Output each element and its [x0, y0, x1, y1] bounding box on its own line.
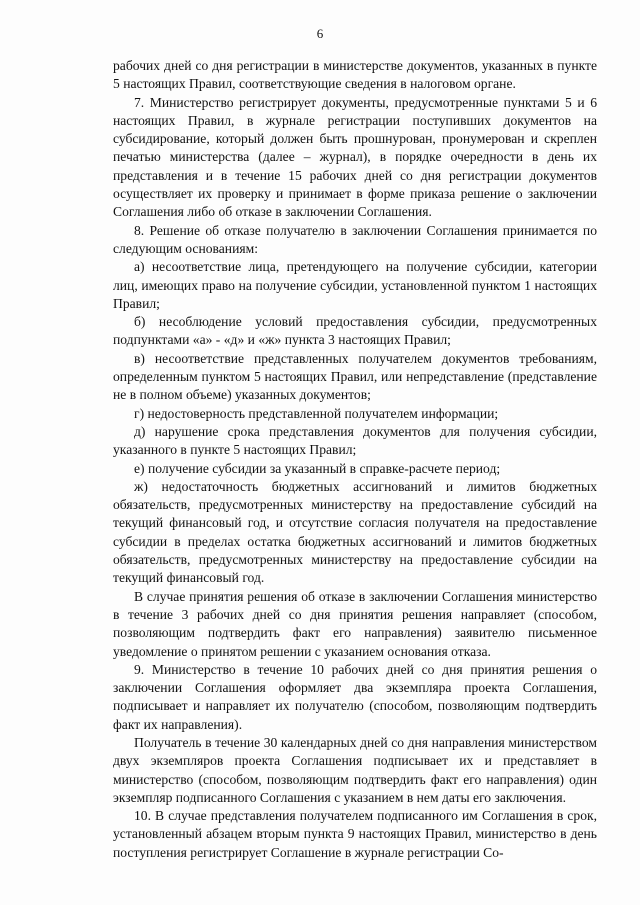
paragraph-continuation: рабочих дней со дня регистрации в министерстве документов, указанных в пункте 5 настоящих Правил, соответствующие сведения в налоговом органе. — [113, 58, 597, 92]
subitem-8-a: а) несоответствие лица, претендующего на получение субсидии, категории лиц, имеющих право на получение субсидии, установленной пунктом 1 настоящих Правил; — [113, 259, 597, 311]
subitem-8-b: б) несоблюдение условий предоставления субсидии, предусмотренных подпунктами «а» - «д» и «ж» пункта 3 настоящих Правил; — [113, 314, 597, 348]
subitem-8-d: д) нарушение срока представления документов для получения субсидии, указанного в пункте 5 настоящих Правил; — [113, 423, 597, 458]
document-body — [113, 57, 597, 862]
paragraph-item-10: 10. В случае представления получателем подписанного им Соглашения в срок, установленный абзацем вторым пункта 9 настоящих Правил, министерство в день поступления регистрирует Соглашение в журнале регистрации Со- — [113, 808, 597, 860]
subitem-8-g: г) недостоверность представленной получателем информации; — [134, 405, 499, 421]
paragraph-item-7: 7. Министерство регистрирует документы, предусмотренные пунктами 5 и 6 настоящих Правил, в журнале регистрации поступивших документов на субсидирование, который должен быть прошнурован, пронумерован и скреплен печатью министерства (далее – журнал), в порядке очередности в день их представления и в течение 15 рабочих дней со дня регистрации документов осуществляет их проверку и принимает в форме приказа решение о заключении Соглашения либо об отказе в заключении Соглашения. — [113, 94, 597, 220]
paragraph-recipient-signing: Получатель в течение 30 календарных дней со дня направления министерством двух экземпляров проекта Соглашения подписывает их и представляет в министерство (способом, позволяющим подтвердить факт его направления) один экземпляр подписанного Соглашения с указанием в нем даты его заключения. — [113, 734, 597, 805]
paragraph-item-8: 8. Решение об отказе получателю в заключении Соглашения принимается по следующим основаниям: — [113, 222, 597, 256]
subitem-8-v: в) несоответствие представленных получателем документов требованиям, определенным пунктом 5 настоящих Правил, или непредставление (представление не в полном объеме) указанных документов; — [113, 350, 597, 403]
paragraph-refusal-notice: В случае принятия решения об отказе в заключении Соглашения министерство в течение 3 рабочих дней со дня принятия решения направляет (способом, позволяющим подтвердить факт его направления) заявителю письменное уведомление о принятом решении с указанием основания отказа. — [113, 588, 597, 659]
paragraph-item-9: 9. Министерство в течение 10 рабочих дней со дня принятия решения о заключении Соглашения оформляет два экземпляра проекта Соглашения, подписывает и направляет их получателю (способом, позволяющим подтвердить факт их направления). — [113, 661, 597, 732]
page-number: 6 — [316, 26, 324, 41]
subitem-8-zh: ж) недостаточность бюджетных ассигнований и лимитов бюджетных обязательств, предусмотренных министерству на предоставление субсидий на текущий финансовый год, и отсутствие согласия получателя на предоставление субсидии в пределах остатка бюджетных ассигнований и лимитов бюджетных обязательств, предусмотренных министерству на предоставление субсидии на текущий финансовый год. — [113, 478, 597, 586]
subitem-8-e: е) получение субсидии за указанный в справке-расчете период; — [134, 460, 501, 476]
